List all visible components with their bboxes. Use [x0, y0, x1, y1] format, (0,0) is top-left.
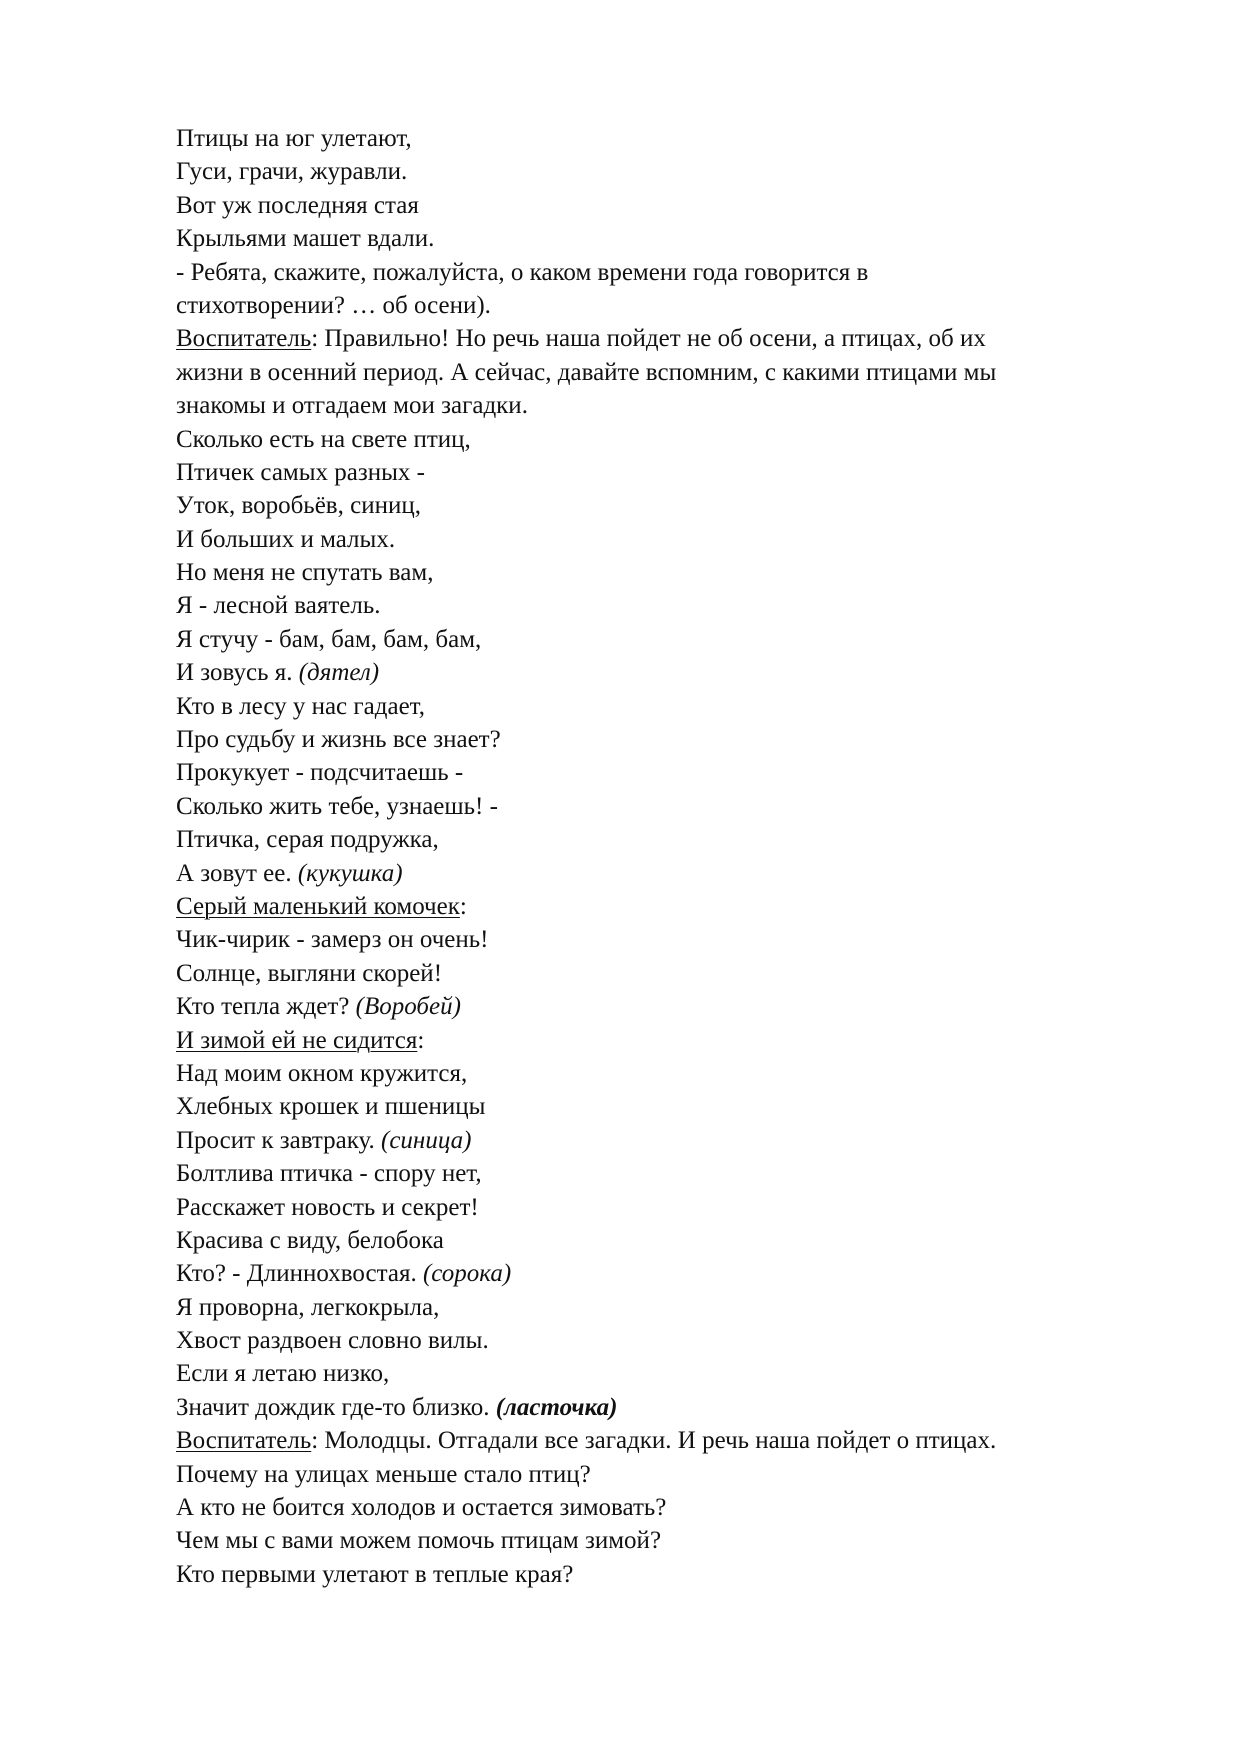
- riddle-answer: (дятел): [298, 659, 380, 687]
- text-line: [176, 389, 1156, 422]
- text-line: [176, 122, 1156, 155]
- line-text: Красива с виду, белобока: [176, 1226, 444, 1254]
- text-line: [176, 289, 1156, 322]
- text-line: [176, 189, 1156, 222]
- text-line: [176, 1191, 1156, 1224]
- text-line: [176, 1157, 1156, 1190]
- text-line: [176, 1291, 1156, 1324]
- text-line: [176, 1324, 1156, 1357]
- line-text: И больших и малых.: [176, 525, 396, 553]
- line-text: Птичка, серая подружка,: [176, 826, 439, 854]
- line-text: Хлебных крошек и пшеницы: [176, 1093, 486, 1121]
- text-line: [176, 1124, 1156, 1157]
- riddle-answer: (сорока): [422, 1260, 512, 1288]
- line-text: стихотворении? … об осени).: [176, 291, 491, 319]
- speaker-label: И зимой ей не сидится: [176, 1026, 418, 1054]
- text-line: [176, 1357, 1156, 1390]
- line-text: И зовусь я.: [176, 659, 299, 687]
- line-text: Кто в лесу у нас гадает,: [176, 692, 425, 720]
- text-line: [176, 890, 1156, 923]
- text-line: [176, 957, 1156, 990]
- line-text: Я - лесной ваятель.: [176, 592, 381, 620]
- text-line: [176, 489, 1156, 522]
- text-line: [176, 1024, 1156, 1057]
- line-text: Почему на улицах меньше стало птиц?: [176, 1460, 591, 1488]
- text-line: [176, 723, 1156, 756]
- text-line: [176, 356, 1156, 389]
- text-line: [176, 155, 1156, 188]
- riddle-answer: (кукушка): [297, 859, 403, 887]
- line-text: Болтлива птичка - спору нет,: [176, 1160, 482, 1188]
- text-line: [176, 1090, 1156, 1123]
- line-text: Сколько жить тебе, узнаешь! -: [176, 792, 498, 820]
- line-text: жизни в осенний период. А сейчас, давайте вспомним, с какими птицами мы: [176, 358, 997, 386]
- riddle-answer: (синица): [381, 1126, 472, 1154]
- line-text: Над моим окном кружится,: [176, 1059, 468, 1087]
- line-text: Чик-чирик - замерз он очень!: [176, 926, 489, 954]
- line-text: Сколько есть на свете птиц,: [176, 425, 471, 453]
- speaker-label: Воспитатель: [176, 1427, 312, 1455]
- line-text: знакомы и отгадаем мои загадки.: [176, 392, 528, 420]
- text-line: [176, 1491, 1156, 1524]
- line-text: Хвост раздвоен словно вилы.: [176, 1327, 489, 1355]
- text-line: [176, 790, 1156, 823]
- document-text: [176, 122, 1156, 1591]
- line-text: Солнце, выгляни скорей!: [176, 959, 443, 987]
- text-line: [176, 1524, 1156, 1557]
- line-text: Уток, воробьёв, синиц,: [176, 492, 421, 520]
- text-line: [176, 256, 1156, 289]
- line-text: Крыльями машет вдали.: [176, 225, 435, 253]
- text-line: [176, 222, 1156, 255]
- line-text: Кто? - Длиннохвостая.: [176, 1260, 423, 1288]
- line-text: Чем мы с вами можем помочь птицам зимой?: [176, 1527, 662, 1555]
- text-line: [176, 690, 1156, 723]
- line-text: Гуси, грачи, журавли.: [176, 158, 408, 186]
- text-line: [176, 623, 1156, 656]
- speaker-label: Воспитатель: [176, 325, 312, 353]
- text-line: [176, 756, 1156, 789]
- line-text: Птичек самых разных -: [176, 458, 426, 486]
- line-text: Значит дождик где-то близко.: [176, 1393, 496, 1421]
- text-line: [176, 823, 1156, 856]
- line-text: Птицы на юг улетают,: [176, 125, 412, 152]
- line-text: Я проворна, легкокрыла,: [176, 1293, 440, 1321]
- text-line: [176, 322, 1156, 355]
- text-line: [176, 1458, 1156, 1491]
- riddle-answer: (ласточка): [495, 1393, 618, 1421]
- line-text: Кто первыми улетают в теплые края?: [176, 1560, 574, 1588]
- line-text: - Ребята, скажите, пожалуйста, о каком времени года говорится в: [176, 258, 869, 286]
- line-text: : Молодцы. Отгадали все загадки. И речь наша пойдет о птицах.: [311, 1427, 997, 1455]
- line-text: Прокукует - подсчитаешь -: [176, 759, 464, 787]
- line-text: Просит к завтраку.: [176, 1126, 381, 1154]
- line-text: Про судьбу и жизнь все знает?: [176, 726, 501, 754]
- line-text: Я стучу - бам, бам, бам, бам,: [176, 625, 482, 653]
- line-text: Кто тепла ждет?: [176, 993, 356, 1021]
- text-line: [176, 923, 1156, 956]
- text-line: [176, 523, 1156, 556]
- line-text: А кто не боится холодов и остается зимовать?: [176, 1494, 667, 1522]
- text-line: [176, 423, 1156, 456]
- line-text: Но меня не спутать вам,: [176, 559, 434, 587]
- text-line: [176, 1057, 1156, 1090]
- line-text: :: [417, 1026, 425, 1054]
- text-line: [176, 1391, 1156, 1424]
- line-text: Вот уж последняя стая: [176, 191, 419, 219]
- text-line: [176, 1257, 1156, 1290]
- text-line: [176, 1224, 1156, 1257]
- line-text: Расскажет новость и секрет!: [176, 1193, 479, 1221]
- text-line: [176, 589, 1156, 622]
- text-line: [176, 556, 1156, 589]
- text-line: [176, 1558, 1156, 1591]
- text-line: [176, 857, 1156, 890]
- speaker-label: Серый маленький комочек: [176, 892, 460, 920]
- line-text: :: [459, 892, 467, 920]
- text-line: [176, 456, 1156, 489]
- line-text: А зовут ее.: [176, 859, 298, 887]
- text-line: [176, 656, 1156, 689]
- text-line: [176, 990, 1156, 1023]
- line-text: Если я летаю низко,: [176, 1360, 390, 1388]
- line-text: : Правильно! Но речь наша пойдет не об осени, а птицах, об их: [311, 325, 986, 353]
- riddle-answer: (Воробей): [355, 993, 461, 1021]
- text-line: [176, 1424, 1156, 1457]
